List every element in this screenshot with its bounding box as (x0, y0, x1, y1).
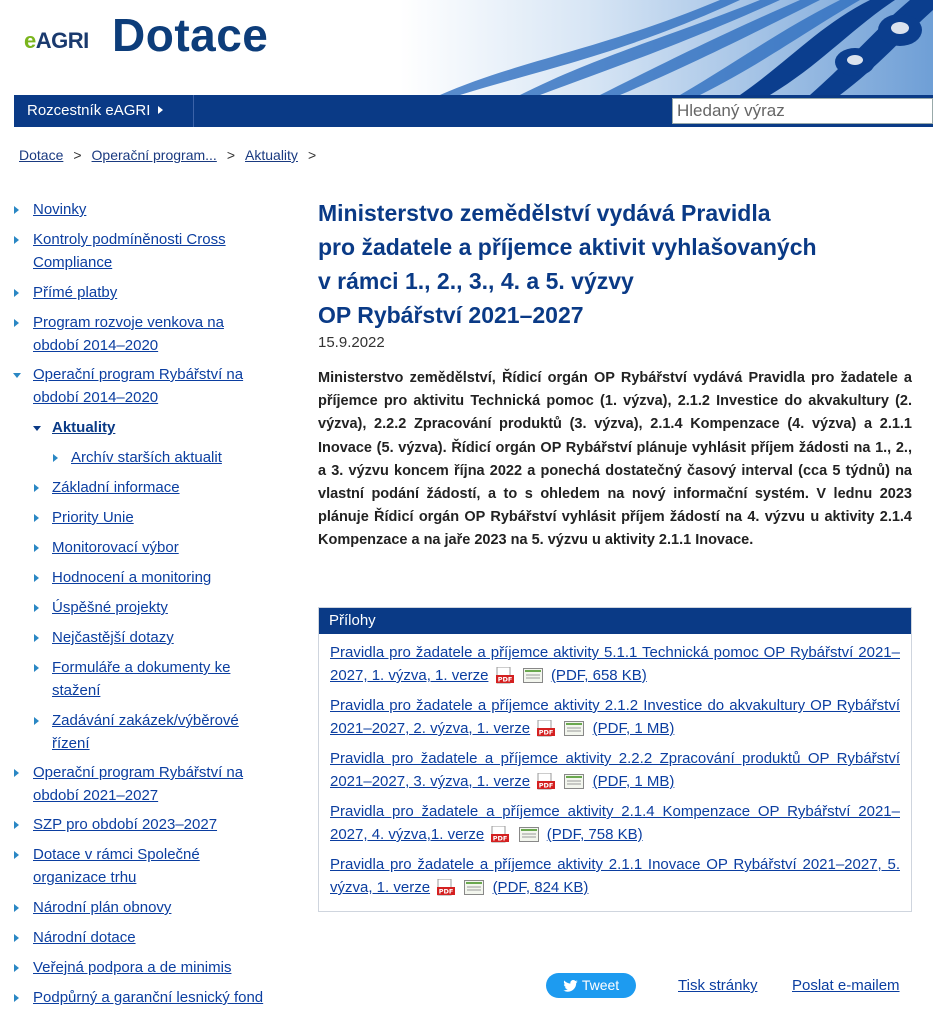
chevron-right-icon (14, 319, 19, 327)
attachment-link[interactable]: Pravidla pro žadatele a příjemce aktivity 2.2.2 Zpracování produktů OP Rybářství 2021–2027, 3. výzva, 1. verze (330, 750, 900, 790)
attachment-info[interactable]: (PDF, 1 MB) (592, 720, 675, 737)
chevron-right-icon (14, 934, 19, 942)
search-input[interactable] (672, 98, 933, 124)
chevron-right-icon (34, 634, 39, 642)
sidebar-item-op-rybarstvi-2014-2020[interactable] (0, 363, 300, 409)
sidebar-item-verejna-podpora[interactable] (0, 956, 300, 979)
sidebar-item-label[interactable]: Program rozvoje venkova na období 2014–2020 (33, 314, 224, 354)
sidebar-item-label[interactable]: Formuláře a dokumenty ke stažení (52, 659, 231, 699)
chevron-right-icon (34, 574, 39, 582)
rozcestnik-button[interactable] (14, 95, 194, 127)
sidebar-item-lesnicky-fond[interactable] (0, 986, 300, 1009)
chevron-down-icon (13, 373, 21, 378)
breadcrumb-dotace[interactable]: Dotace (19, 147, 64, 163)
sidebar-item-label[interactable]: Národní plán obnovy (33, 899, 172, 916)
attachment-item (330, 747, 900, 793)
chevron-right-icon (14, 964, 19, 972)
attachment-item (330, 800, 900, 846)
send-email-link[interactable]: Poslat e-mailem (792, 977, 900, 994)
document-preview-icon[interactable] (519, 827, 539, 842)
document-preview-icon[interactable] (523, 668, 543, 683)
sidebar-item-hodnoceni[interactable] (0, 566, 300, 589)
document-preview-icon[interactable] (464, 880, 484, 895)
article-title-line: OP Rybářství 2021–2027 (318, 302, 584, 328)
eagri-logo-e: e (24, 28, 36, 53)
sidebar-item-label[interactable]: Dotace v rámci Společné organizace trhu (33, 846, 200, 886)
sidebar-item-label[interactable]: Aktuality (52, 419, 116, 436)
sidebar-item-label[interactable]: Operační program Rybářství na období 2021–2027 (33, 764, 244, 804)
attachment-info[interactable]: (PDF, 1 MB) (592, 773, 675, 790)
pdf-icon (437, 879, 455, 896)
sidebar-item-label[interactable]: Hodnocení a monitoring (52, 569, 212, 586)
sidebar-item-priority-unie[interactable] (0, 506, 300, 529)
breadcrumb-separator: > (307, 147, 317, 163)
sidebar-item-label[interactable]: Úspěšné projekty (52, 599, 168, 616)
sidebar-item-label[interactable]: Zadávání zakázek/výběrové řízení (52, 712, 239, 752)
sidebar-item-label[interactable]: SZP pro období 2023–2027 (33, 816, 218, 833)
sidebar-item-formulare[interactable] (0, 656, 300, 702)
chevron-down-icon (33, 426, 41, 431)
breadcrumb (19, 147, 326, 163)
sidebar-item-zakladni-informace[interactable] (0, 476, 300, 499)
attachment-info[interactable]: (PDF, 758 KB) (546, 826, 643, 843)
attachment-info[interactable]: (PDF, 658 KB) (550, 667, 647, 684)
sidebar-item-label[interactable]: Národní dotace (33, 929, 136, 946)
attachment-link[interactable]: Pravidla pro žadatele a příjemce aktivity 5.1.1 Technická pomoc OP Rybářství 2021–2027, 1. výzva, 1. verze (330, 644, 900, 684)
breadcrumb-separator: > (226, 147, 236, 163)
pdf-icon (496, 667, 514, 684)
rozcestnik-label: Rozcestník eAGRI (27, 102, 151, 119)
sidebar-item-label[interactable]: Přímé platby (33, 284, 118, 301)
site-header (0, 0, 933, 95)
chevron-right-icon (14, 289, 19, 297)
article-title (318, 196, 912, 332)
sidebar-item-label[interactable]: Podpůrný a garanční lesnický fond (33, 989, 264, 1006)
sidebar-item-narodni-plan-obnovy[interactable] (0, 896, 300, 919)
sidebar-item-prv-2014-2020[interactable] (0, 311, 300, 357)
sidebar-item-op-rybarstvi-2021-2027[interactable] (0, 761, 300, 807)
pdf-icon (491, 826, 509, 843)
article-title-line: Ministerstvo zemědělství vydává Pravidla (318, 200, 771, 226)
sidebar-item-aktuality[interactable] (0, 416, 300, 439)
chevron-right-icon (14, 821, 19, 829)
sidebar-item-label[interactable]: Nejčastější dotazy (52, 629, 174, 646)
chevron-right-icon (34, 484, 39, 492)
breadcrumb-separator: > (73, 147, 82, 163)
pdf-icon (537, 773, 555, 790)
pdf-icon (537, 720, 555, 737)
print-page-link[interactable]: Tisk stránky (678, 977, 758, 994)
breadcrumb-aktuality[interactable]: Aktuality (245, 147, 298, 163)
pdf-badge: PDF (438, 887, 454, 896)
attachments-heading: Přílohy (319, 608, 911, 634)
triangle-right-icon (158, 106, 163, 114)
pdf-badge: PDF (539, 781, 554, 790)
sidebar-item-label[interactable]: Operační program Rybářství na období 2014–2020 (33, 366, 244, 406)
sidebar-item-zadavani-zakazek[interactable] (0, 709, 300, 755)
document-preview-icon[interactable] (564, 774, 584, 789)
pdf-badge: PDF (493, 834, 508, 843)
attachments-list (319, 634, 911, 911)
twitter-bird-icon (563, 980, 578, 992)
top-navbar (14, 95, 933, 127)
sidebar-item-label[interactable]: Novinky (33, 201, 87, 218)
chevron-right-icon (34, 664, 39, 672)
pdf-badge: PDF (539, 728, 554, 737)
attachment-link[interactable]: Pravidla pro žadatele a příjemce aktivity 2.1.2 Investice do akvakultury OP Rybářství 2021–2027, 2. výzva, 1. verze (330, 697, 900, 737)
attachment-item (330, 853, 900, 899)
sidebar-item-narodni-dotace[interactable] (0, 926, 300, 949)
chevron-right-icon (14, 904, 19, 912)
chevron-right-icon (14, 206, 19, 214)
eagri-logo[interactable] (24, 28, 89, 54)
sidebar-item-label[interactable]: Archív starších aktualit (71, 449, 222, 466)
sidebar-item-szp-2023-2027[interactable] (0, 813, 300, 836)
tweet-button[interactable] (546, 973, 636, 998)
sidebar-item-label[interactable]: Kontroly podmíněnosti Cross Compliance (33, 231, 226, 271)
sidebar-item-uspesne-projekty[interactable] (0, 596, 300, 619)
pdf-badge: PDF (497, 675, 512, 684)
attachment-item (330, 694, 900, 740)
chevron-right-icon (34, 717, 39, 725)
chevron-right-icon (14, 994, 19, 1002)
header-banner-image (400, 0, 933, 95)
chevron-right-icon (34, 604, 39, 612)
attachment-info[interactable]: (PDF, 824 KB) (492, 879, 589, 896)
attachment-item (330, 641, 900, 687)
sidebar-item-label[interactable]: Základní informace (52, 479, 180, 496)
chevron-right-icon (14, 236, 19, 244)
article-title-line: pro žadatele a příjemce aktivit vyhlašovaných (318, 234, 817, 260)
tweet-label: Tweet (581, 977, 620, 993)
sidebar-item-novinky[interactable] (0, 198, 300, 221)
eagri-logo-agri: AGRI (35, 28, 89, 53)
sidebar-item-label[interactable]: Monitorovací výbor (52, 539, 179, 556)
article-lead: Ministerstvo zemědělství, Řídicí orgán OP Rybářství vydává Pravidla pro žadatele a příjemce pro aktivitu Technická pomoc (1. výzva), 2.1.2 Investice do akvakultury (2. výzva), 2.2.2 Zpracování produktů (3. výzva), 2.1.4 Kompenzace (4. výzva) a 2.1.1 Inovace (5. výzva). Řídicí orgán OP Rybářství plánuje vyhlásit příjem žádosti na 1., 2., a 3. výzvu koncem října 2022 a ponechá dostatečný časový interval (cca 5 týdnů) na vlastní podání žádostí, a to s ohledem na nový informační systém. V lednu 2023 plánuje Řídicí orgán OP Rybářství vyhlásit příjem žádostí na 4. výzvu u aktivity 2.1.4 Kompenzace a na jaře 2023 na 5. výzvu u aktivity 2.1.1 Inovace. (318, 370, 912, 549)
sidebar-item-label[interactable]: Veřejná podpora a de minimis (33, 959, 232, 976)
sidebar-item-archiv[interactable] (0, 446, 300, 469)
article-date: 15.9.2022 (318, 334, 385, 351)
sidebar-item-cross-compliance[interactable] (0, 228, 300, 274)
chevron-right-icon (34, 514, 39, 522)
article (318, 196, 912, 553)
document-preview-icon[interactable] (564, 721, 584, 736)
chevron-right-icon (53, 454, 58, 462)
attachments-box (318, 607, 912, 912)
sidebar-item-monitorovaci-vybor[interactable] (0, 536, 300, 559)
sidebar-item-label[interactable]: Priority Unie (52, 509, 134, 526)
attachment-link[interactable]: Pravidla pro žadatele a příjemce aktivity 2.1.4 Kompenzace OP Rybářství 2021–2027, 4. výzva,1. verze (330, 803, 900, 843)
chevron-right-icon (14, 851, 19, 859)
breadcrumb-operacni-program[interactable]: Operační program... (91, 147, 217, 163)
article-title-line: v rámci 1., 2., 3., 4. a 5. výzvy (318, 268, 634, 294)
sidebar-item-prime-platby[interactable] (0, 281, 300, 304)
site-title[interactable]: Dotace (112, 9, 269, 61)
chevron-right-icon (34, 544, 39, 552)
chevron-right-icon (14, 769, 19, 777)
sidebar-item-nejcastejsi-dotazy[interactable] (0, 626, 300, 649)
attachment-link[interactable]: Pravidla pro žadatele a příjemce aktivity 2.1.1 Inovace OP Rybářství 2021–2027, 5. výzva, 1. verze (330, 856, 900, 896)
sidebar-item-spolecna-organizace-trhu[interactable] (0, 843, 300, 889)
